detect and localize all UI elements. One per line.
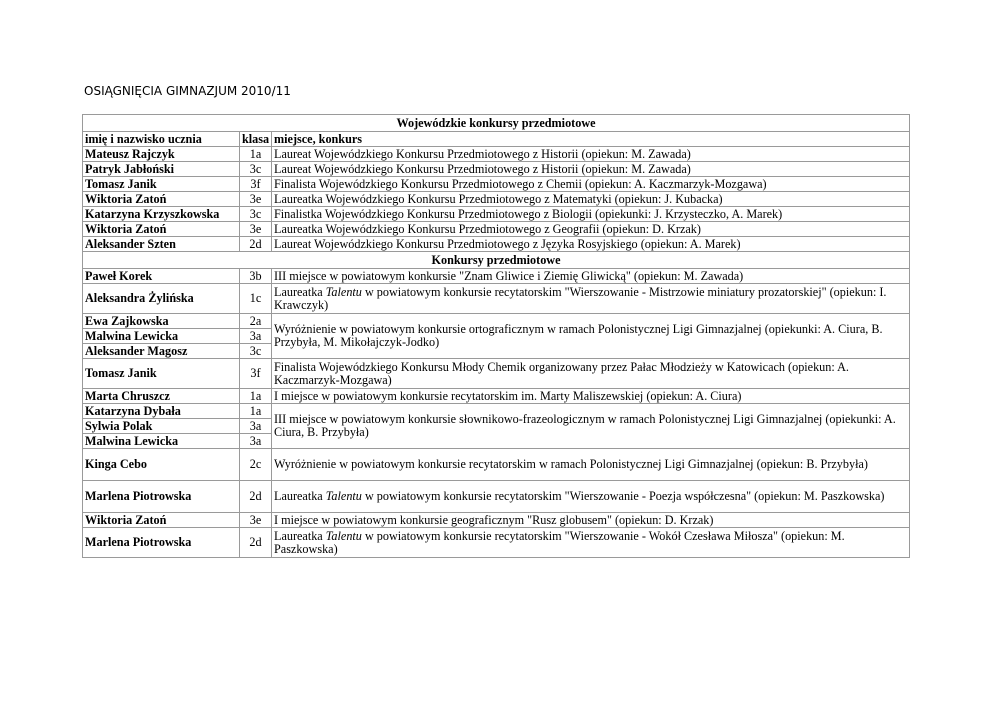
achievement: Finalista Wojewódzkiego Konkursu Przedmiotowego z Chemii (opiekun: A. Kaczmarzyk-Mozgawa) — [272, 177, 910, 192]
student-class: 1a — [240, 404, 272, 419]
award-name: Talentu — [325, 528, 362, 543]
table-row — [83, 207, 910, 222]
student-class: 2c — [240, 449, 272, 481]
student-name: Aleksandra Żylińska — [83, 284, 240, 314]
student-name: Malwina Lewicka — [83, 329, 240, 344]
student-name: Marlena Piotrowska — [83, 481, 240, 513]
student-name: Ewa Zajkowska — [83, 314, 240, 329]
achievement: Laureat Wojewódzkiego Konkursu Przedmiotowego z Języka Rosyjskiego (opiekun: A. Marek) — [272, 237, 910, 252]
achievement: Wyróżnienie w powiatowym konkursie ortograficznym w ramach Polonistycznej Ligi Gimnazjalnej (opiekunki: A. Ciura, B. Przybyła, M. Mikołajczyk-Jodko) — [272, 314, 910, 359]
table-row — [83, 177, 910, 192]
student-name: Paweł Korek — [83, 269, 240, 284]
student-class: 3a — [240, 419, 272, 434]
student-class: 3e — [240, 513, 272, 528]
student-name: Wiktoria Zatoń — [83, 513, 240, 528]
table-row — [83, 314, 910, 329]
achievement-text: w powiatowym konkursie recytatorskim "Wierszowanie - Mistrzowie miniatury prozatorskiej" (opiekun: I. Krawczyk) — [274, 284, 887, 312]
achievement: Wyróżnienie w powiatowym konkursie recytatorskim w ramach Polonistycznej Ligi Gimnazjalnej (opiekun: B. Przybyła) — [272, 449, 910, 481]
achievement: Laureatka Wojewódzkiego Konkursu Przedmiotowego z Matematyki (opiekun: J. Kubacka) — [272, 192, 910, 207]
table-row — [83, 192, 910, 207]
student-name: Aleksander Magosz — [83, 344, 240, 359]
table-row — [83, 147, 910, 162]
table-row — [83, 528, 910, 558]
student-name: Patryk Jabłoński — [83, 162, 240, 177]
student-class: 3c — [240, 344, 272, 359]
column-header-place: miejsce, konkurs — [272, 132, 910, 147]
student-name: Wiktoria Zatoń — [83, 222, 240, 237]
student-name: Katarzyna Krzyszkowska — [83, 207, 240, 222]
achievement — [272, 481, 910, 513]
achievement: Finalista Wojewódzkiego Konkursu Młody Chemik organizowany przez Pałac Młodzieży w Katowicach (opiekun: A. Kaczmarzyk-Mozgawa) — [272, 359, 910, 389]
student-class: 2d — [240, 237, 272, 252]
table-row — [83, 284, 910, 314]
table-row — [83, 222, 910, 237]
student-class: 2a — [240, 314, 272, 329]
achievement — [272, 528, 910, 558]
achievement-text: Laureatka — [274, 284, 326, 299]
document-title: OSIĄGNIĘCIA GIMNAZJUM 2010/11 — [84, 84, 291, 98]
student-class: 3a — [240, 434, 272, 449]
student-name: Tomasz Janik — [83, 177, 240, 192]
student-name: Kinga Cebo — [83, 449, 240, 481]
column-header-name: imię i nazwisko ucznia — [83, 132, 240, 147]
student-name: Mateusz Rajczyk — [83, 147, 240, 162]
table-row — [83, 404, 910, 419]
student-class: 1c — [240, 284, 272, 314]
column-header-class: klasa — [240, 132, 272, 147]
achievement-text: Laureatka — [274, 528, 326, 543]
table-row — [83, 389, 910, 404]
student-class: 3e — [240, 222, 272, 237]
student-name: Wiktoria Zatoń — [83, 192, 240, 207]
table-row — [83, 449, 910, 481]
achievement-text: w powiatowym konkursie recytatorskim "Wierszowanie - Wokół Czesława Miłosza" (opiekun: M. Paszkowska) — [274, 528, 845, 556]
student-class: 3f — [240, 177, 272, 192]
student-class: 3c — [240, 162, 272, 177]
achievement: Laureat Wojewódzkiego Konkursu Przedmiotowego z Historii (opiekun: M. Zawada) — [272, 162, 910, 177]
table-row — [83, 359, 910, 389]
table-row — [83, 237, 910, 252]
student-name: Malwina Lewicka — [83, 434, 240, 449]
student-class: 1a — [240, 389, 272, 404]
achievement: III miejsce w powiatowym konkursie słownikowo-frazeologicznym w ramach Polonistycznej Ligi Gimnazjalnej (opiekunki: A. Ciura, B. Przybyła) — [272, 404, 910, 449]
achievement: I miejsce w powiatowym konkursie recytatorskim im. Marty Maliszewskiej (opiekun: A. Ciura) — [272, 389, 910, 404]
achievement: Laureat Wojewódzkiego Konkursu Przedmiotowego z Historii (opiekun: M. Zawada) — [272, 147, 910, 162]
table-row — [83, 481, 910, 513]
section-title: Konkursy przedmiotowe — [83, 252, 910, 269]
student-name: Tomasz Janik — [83, 359, 240, 389]
achievement-text: Laureatka — [274, 489, 326, 503]
award-name: Talentu — [325, 284, 362, 299]
column-header-row — [83, 132, 910, 147]
table-row — [83, 513, 910, 528]
student-class: 3e — [240, 192, 272, 207]
table-row — [83, 162, 910, 177]
achievement-text: w powiatowym konkursie recytatorskim "Wierszowanie - Poezja współczesna" (opiekun: M. Paszkowska) — [361, 489, 885, 503]
achievement: III miejsce w powiatowym konkursie "Znam Gliwice i Ziemię Gliwicką" (opiekun: M. Zawada) — [272, 269, 910, 284]
student-name: Marlena Piotrowska — [83, 528, 240, 558]
student-class: 3a — [240, 329, 272, 344]
student-class: 3b — [240, 269, 272, 284]
student-class: 3f — [240, 359, 272, 389]
award-name: Talentu — [325, 489, 362, 503]
achievement: Laureatka Wojewódzkiego Konkursu Przedmiotowego z Geografii (opiekun: D. Krzak) — [272, 222, 910, 237]
table-row — [83, 269, 910, 284]
student-class: 1a — [240, 147, 272, 162]
section-title: Wojewódzkie konkursy przedmiotowe — [83, 115, 910, 132]
student-name: Marta Chruszcz — [83, 389, 240, 404]
section-header-subject — [83, 252, 910, 269]
achievement: I miejsce w powiatowym konkursie geograficznym "Rusz globusem" (opiekun: D. Krzak) — [272, 513, 910, 528]
section-header-regional — [83, 115, 910, 132]
achievement: Finalistka Wojewódzkiego Konkursu Przedmiotowego z Biologii (opiekunki: J. Krzysteczko, A. Marek) — [272, 207, 910, 222]
student-class: 2d — [240, 481, 272, 513]
student-class: 2d — [240, 528, 272, 558]
student-class: 3c — [240, 207, 272, 222]
student-name: Sylwia Polak — [83, 419, 240, 434]
achievement — [272, 284, 910, 314]
achievements-table — [82, 114, 910, 558]
student-name: Aleksander Szten — [83, 237, 240, 252]
student-name: Katarzyna Dybała — [83, 404, 240, 419]
